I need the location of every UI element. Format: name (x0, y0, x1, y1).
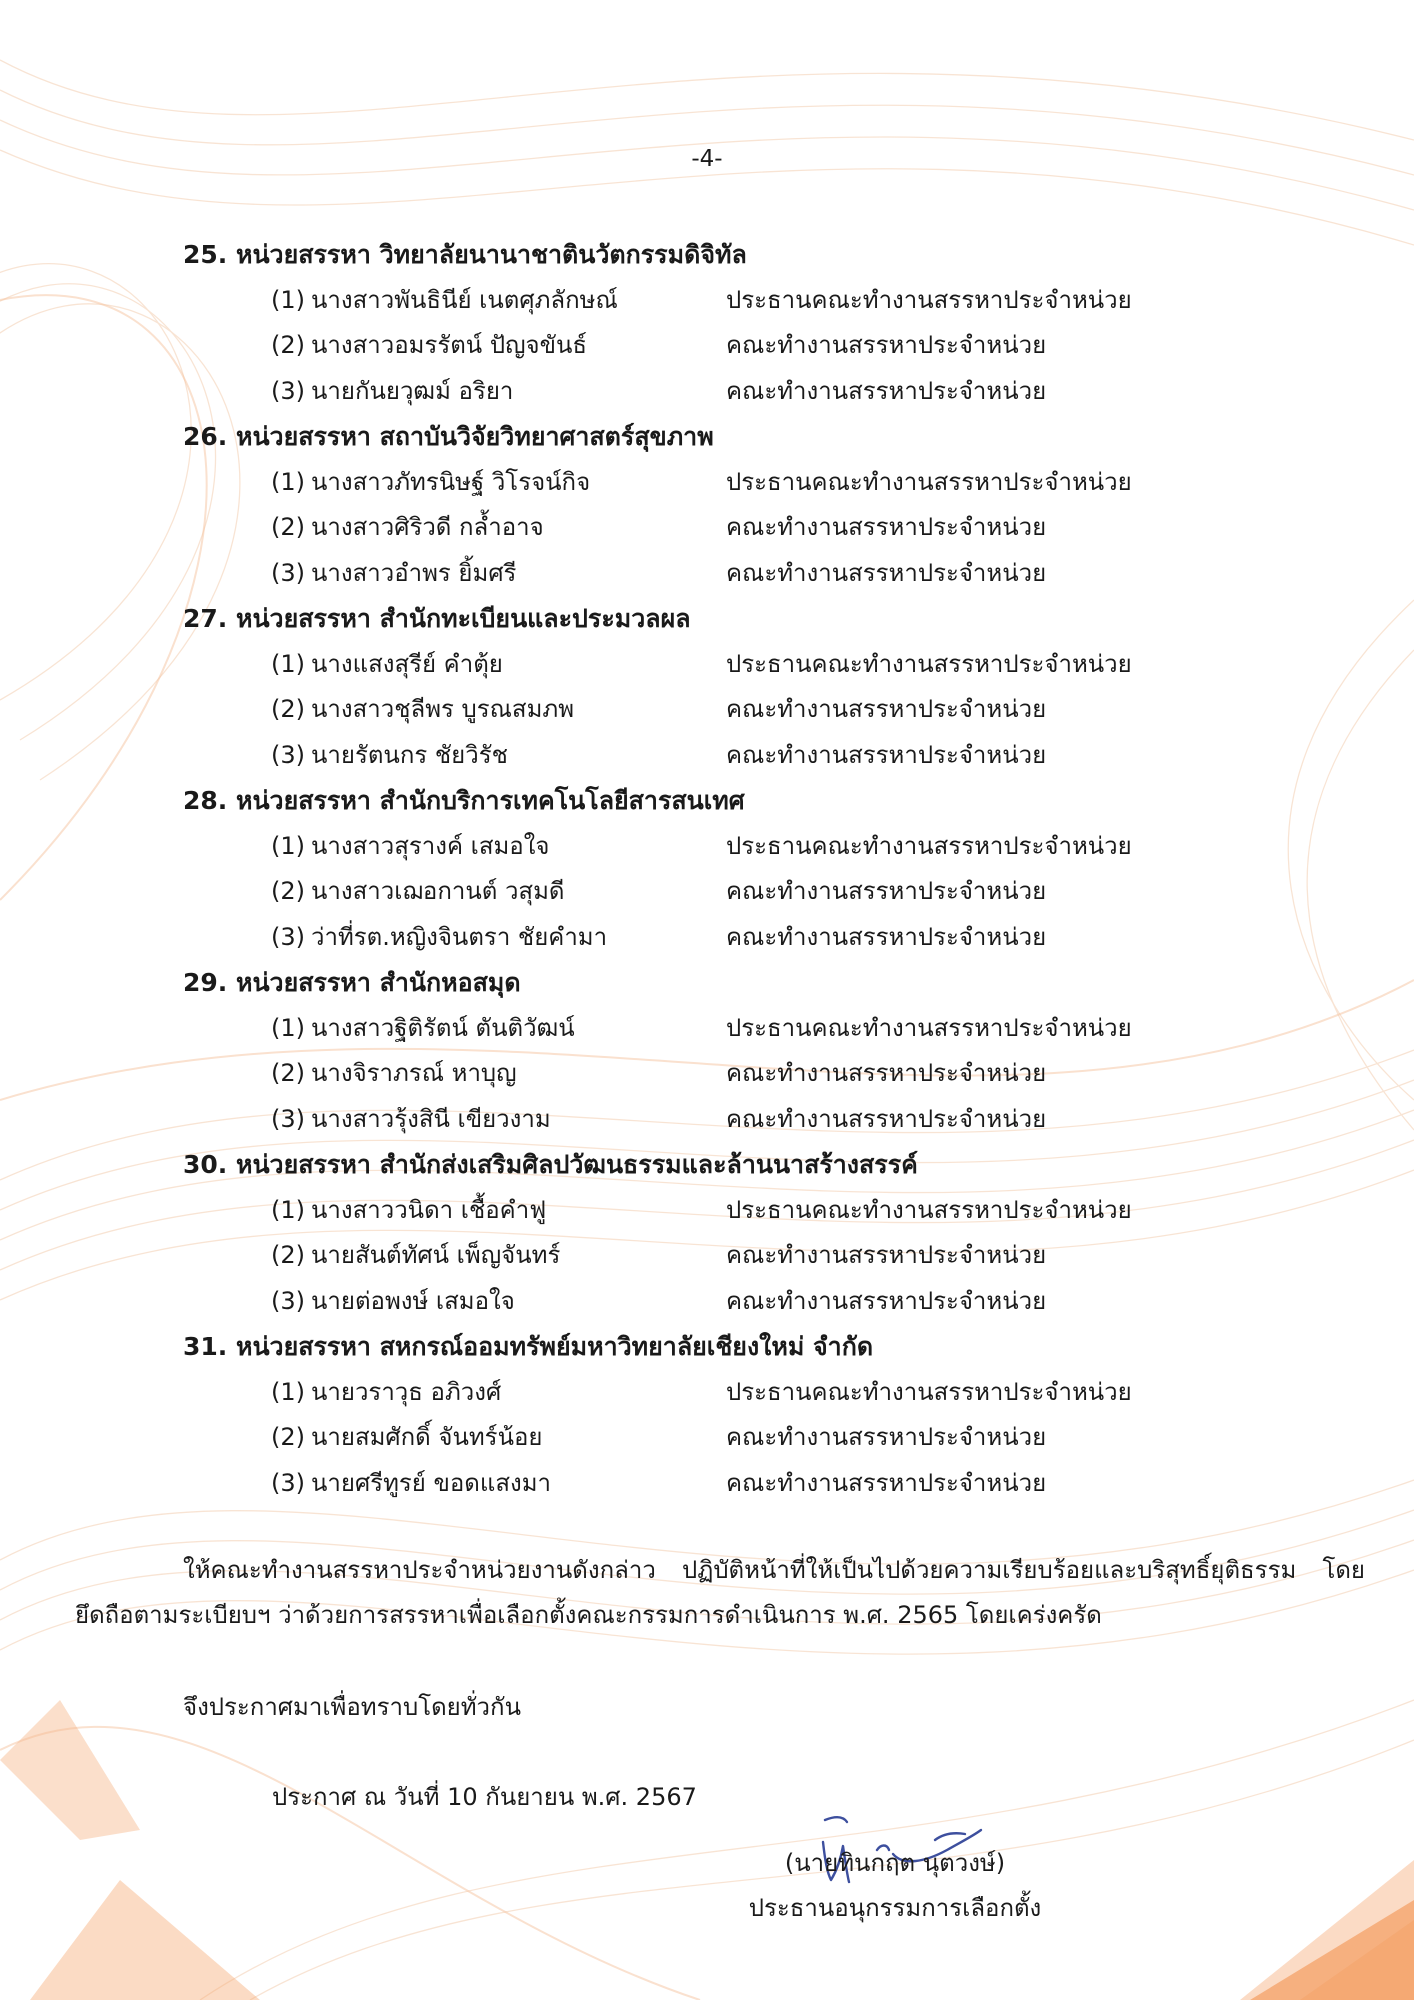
member-name: ว่าที่รต.หญิงจินตรา ชัยคำมา (311, 922, 608, 951)
member-name: นางสาววนิดา เชื้อคำฟู (311, 1195, 547, 1224)
member-role: คณะทำงานสรรหาประจำหน่วย (726, 1423, 1047, 1451)
member-name: นางสาวสุรางค์ เสมอใจ (311, 831, 550, 860)
member-num: (1) (271, 649, 305, 678)
member-num: (2) (271, 877, 305, 905)
member-row (183, 1188, 1343, 1234)
member-num: (2) (271, 1423, 305, 1451)
member-role: คณะทำงานสรรหาประจำหน่วย (726, 1468, 1047, 1497)
member-row (183, 278, 1343, 324)
member-row (183, 869, 1343, 915)
member-row (183, 1051, 1343, 1097)
member-num: (2) (271, 513, 305, 541)
member-num: (2) (271, 1059, 305, 1087)
member-row (183, 1370, 1343, 1416)
member-role: คณะทำงานสรรหาประจำหน่วย (726, 513, 1047, 541)
member-num: (3) (271, 1286, 305, 1315)
member-role: คณะทำงานสรรหาประจำหน่วย (726, 695, 1047, 723)
member-row (183, 1097, 1343, 1143)
member-row (183, 1415, 1343, 1461)
member-row (183, 1233, 1343, 1279)
unit-heading: 30. หน่วยสรรหา สำนักส่งเสริมศิลปวัฒนธรรมและล้านนาสร้างสรรค์ (183, 1150, 918, 1179)
member-role: คณะทำงานสรรหาประจำหน่วย (726, 922, 1047, 951)
member-row (183, 551, 1343, 597)
unit-list (183, 232, 1343, 1506)
member-num: (1) (271, 831, 305, 860)
member-row (183, 505, 1343, 551)
member-num: (1) (271, 285, 305, 314)
member-role: ประธานคณะทำงานสรรหาประจำหน่วย (726, 1013, 1132, 1042)
member-name: นางสาวอมรรัตน์ ปัญจขันธ์ (311, 331, 588, 359)
member-role: ประธานคณะทำงานสรรหาประจำหน่วย (726, 285, 1132, 314)
member-num: (3) (271, 740, 305, 769)
member-role: ประธานคณะทำงานสรรหาประจำหน่วย (726, 1195, 1132, 1224)
member-role: คณะทำงานสรรหาประจำหน่วย (726, 331, 1047, 359)
member-role: คณะทำงานสรรหาประจำหน่วย (726, 1059, 1047, 1087)
member-name: นายรัตนกร ชัยวิรัช (311, 740, 508, 769)
member-name: นางสาวรุ้งสินี เขียวงาม (311, 1104, 551, 1133)
member-role: คณะทำงานสรรหาประจำหน่วย (726, 376, 1047, 405)
signer-name: (นายทินกฤต นุตวงษ์) (784, 1849, 1006, 1877)
announcement: จึงประกาศมาเพื่อทราบโดยทั่วกัน (183, 1693, 521, 1721)
member-row (183, 824, 1343, 870)
unit-heading: 29. หน่วยสรรหา สำนักหอสมุด (183, 968, 521, 997)
member-role: ประธานคณะทำงานสรรหาประจำหน่วย (726, 831, 1132, 860)
member-num: (1) (271, 467, 305, 496)
closing-paragraph: ให้คณะทำงานสรรหาประจำหน่วยงานดังกล่าว ปฏิบัติหน้าที่ให้เป็นไปด้วยความเรียบร้อยและบริสุทธิ์ยุติธรรม โดยยึดถือตามระเบียบฯ ว่าด้วยการสรรหาเพื่อเลือกตั้งคณะกรรมการดำเนินการ พ.ศ. 2565 โดยเคร่งครัด (75, 1556, 1365, 1629)
member-role: คณะทำงานสรรหาประจำหน่วย (726, 1241, 1047, 1269)
page-number: -4- (691, 146, 723, 172)
member-row (183, 369, 1343, 415)
member-num: (3) (271, 376, 305, 405)
member-name: นางสาวเฌอกานต์ วสุมดี (311, 877, 565, 905)
member-name: นางสาวฐิติรัตน์ ตันติวัฒน์ (311, 1013, 575, 1042)
member-name: นางแสงสุรีย์ คำตุ้ย (311, 649, 503, 678)
unit-heading: 26. หน่วยสรรหา สถาบันวิจัยวิทยาศาสตร์สุขภาพ (183, 422, 714, 451)
member-name: นางจิราภรณ์ หาบุญ (311, 1059, 517, 1087)
member-name: นางสาวพันธินีย์ เนตศุภลักษณ์ (311, 285, 618, 314)
signer-title: ประธานอนุกรรมการเลือกตั้ง (748, 1894, 1042, 1922)
member-role: คณะทำงานสรรหาประจำหน่วย (726, 740, 1047, 769)
member-num: (2) (271, 331, 305, 359)
member-name: นายศรีทูรย์ ขอดแสงมา (311, 1468, 552, 1497)
member-name: นางสาวศิริวดี กล้ำอาจ (311, 513, 544, 541)
member-name: นางสาวอำพร ยิ้มศรี (311, 558, 517, 587)
member-num: (1) (271, 1377, 305, 1406)
announcement-date: ประกาศ ณ วันที่ 10 กันยายน พ.ศ. 2567 (272, 1783, 697, 1811)
member-name: นางสาวภัทรนิษฐ์ วิโรจน์กิจ (311, 467, 591, 496)
unit-heading: 31. หน่วยสรรหา สหกรณ์ออมทรัพย์มหาวิทยาลัยเชียงใหม่ จำกัด (183, 1332, 874, 1361)
member-name: นายวราวุธ อภิวงศ์ (311, 1377, 502, 1406)
member-row (183, 733, 1343, 779)
member-num: (2) (271, 695, 305, 723)
member-row (183, 460, 1343, 506)
unit-heading: 25. หน่วยสรรหา วิทยาลัยนานาชาตินวัตกรรมดิจิทัล (183, 240, 747, 269)
member-role: คณะทำงานสรรหาประจำหน่วย (726, 1286, 1047, 1315)
member-num: (1) (271, 1013, 305, 1042)
member-row (183, 1006, 1343, 1052)
member-num: (3) (271, 922, 305, 951)
member-num: (1) (271, 1195, 305, 1224)
unit-heading: 28. หน่วยสรรหา สำนักบริการเทคโนโลยีสารสนเทศ (183, 786, 745, 815)
member-role: คณะทำงานสรรหาประจำหน่วย (726, 558, 1047, 587)
member-name: นายสันต์ทัศน์ เพ็ญจันทร์ (311, 1241, 561, 1269)
member-row (183, 687, 1343, 733)
member-row (183, 1461, 1343, 1507)
member-name: นายกันยวุฒม์ อริยา (311, 376, 514, 405)
member-num: (3) (271, 558, 305, 587)
member-name: นายต่อพงษ์ เสมอใจ (311, 1286, 515, 1315)
member-row (183, 323, 1343, 369)
member-role: คณะทำงานสรรหาประจำหน่วย (726, 877, 1047, 905)
member-row (183, 642, 1343, 688)
member-num: (3) (271, 1104, 305, 1133)
member-role: ประธานคณะทำงานสรรหาประจำหน่วย (726, 649, 1132, 678)
member-num: (3) (271, 1468, 305, 1497)
member-role: ประธานคณะทำงานสรรหาประจำหน่วย (726, 467, 1132, 496)
unit-heading: 27. หน่วยสรรหา สำนักทะเบียนและประมวลผล (183, 604, 691, 633)
member-role: ประธานคณะทำงานสรรหาประจำหน่วย (726, 1377, 1132, 1406)
member-num: (2) (271, 1241, 305, 1269)
member-role: คณะทำงานสรรหาประจำหน่วย (726, 1104, 1047, 1133)
member-name: นางสาวชุลีพร บูรณสมภพ (311, 695, 575, 723)
member-name: นายสมศักดิ์ จันทร์น้อย (311, 1423, 543, 1451)
member-row (183, 1279, 1343, 1325)
member-row (183, 915, 1343, 961)
